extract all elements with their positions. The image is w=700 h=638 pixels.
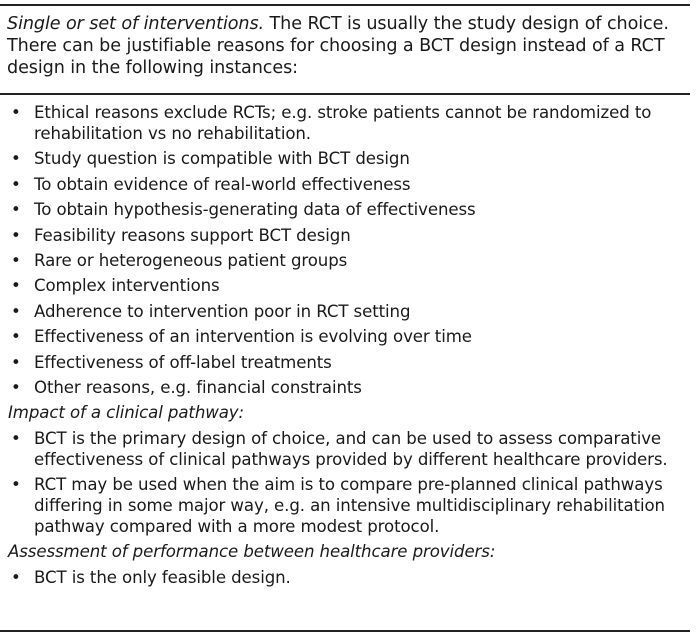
list-item-text: Complex interventions <box>34 276 220 296</box>
list-item-text: Effectiveness of an intervention is evolving over time <box>34 327 472 347</box>
list-item-text: Ethical reasons exclude RCTs; e.g. stroke patients cannot be randomized to rehabilitation vs no rehabilitation. <box>34 103 652 143</box>
header-text: The RCT is usually the study design of choice. There can be justifiable reasons for choosing a BCT design instead of a RCT design in the following instances: <box>7 14 669 78</box>
bullet-icon: • <box>11 225 21 245</box>
list-item-text: Study question is compatible with BCT design <box>34 149 410 169</box>
list-item-text: Other reasons, e.g. financial constraints <box>34 377 362 397</box>
list-item <box>8 428 692 470</box>
bullet-icon: • <box>11 352 21 372</box>
table-header <box>7 13 691 79</box>
bullet-icon: • <box>11 301 21 321</box>
performance-assessment-list <box>8 567 692 588</box>
list-item <box>8 174 692 195</box>
list-item <box>8 148 692 169</box>
bullet-icon: • <box>11 276 21 296</box>
list-item-text: BCT is the primary design of choice, and can be used to assess comparative effectiveness of clinical pathways provided by different healthcare providers. <box>34 428 668 469</box>
list-item <box>8 352 692 373</box>
list-item-text: RCT may be used when the aim is to compare pre-planned clinical pathways differing in some major way, e.g. an intensive multidisciplinary rehabilitation pathway compared with a more modest protocol. <box>34 475 665 537</box>
list-item <box>8 567 692 588</box>
list-item <box>8 474 692 537</box>
list-item <box>8 225 692 246</box>
list-item <box>8 301 692 322</box>
bullet-icon: • <box>11 250 21 270</box>
bottom-rule <box>0 630 690 632</box>
bullet-icon: • <box>11 200 21 220</box>
list-item-text: Effectiveness of off-label treatments <box>34 352 332 372</box>
bullet-icon: • <box>11 475 21 495</box>
reasons-list <box>8 102 692 398</box>
bullet-icon: • <box>11 103 21 122</box>
header-rule <box>0 93 690 95</box>
list-item <box>8 102 692 144</box>
bullet-icon: • <box>11 377 21 397</box>
list-item <box>8 326 692 347</box>
list-item <box>8 377 692 398</box>
list-item-text: To obtain hypothesis-generating data of effectiveness <box>34 200 476 220</box>
header-lead: Single or set of interventions. <box>7 14 265 34</box>
list-item <box>8 199 692 220</box>
section-title-performance-assessment: Assessment of performance between healthcare providers: <box>8 542 496 562</box>
list-item <box>8 275 692 296</box>
list-item-text: Rare or heterogeneous patient groups <box>34 250 348 270</box>
list-item-text: Feasibility reasons support BCT design <box>34 225 351 245</box>
clinical-pathway-list <box>8 428 692 537</box>
list-item <box>8 250 692 271</box>
list-item-text: To obtain evidence of real-world effectiveness <box>34 174 411 194</box>
bullet-icon: • <box>11 327 21 347</box>
bullet-icon: • <box>11 428 21 448</box>
bullet-icon: • <box>11 567 21 587</box>
list-item-text: BCT is the only feasible design. <box>34 567 291 587</box>
table-body <box>8 102 692 592</box>
list-item-text: Adherence to intervention poor in RCT setting <box>34 301 411 321</box>
bullet-icon: • <box>11 149 21 169</box>
top-rule <box>0 4 690 6</box>
section-title-clinical-pathway: Impact of a clinical pathway: <box>8 403 245 423</box>
bullet-icon: • <box>11 174 21 194</box>
